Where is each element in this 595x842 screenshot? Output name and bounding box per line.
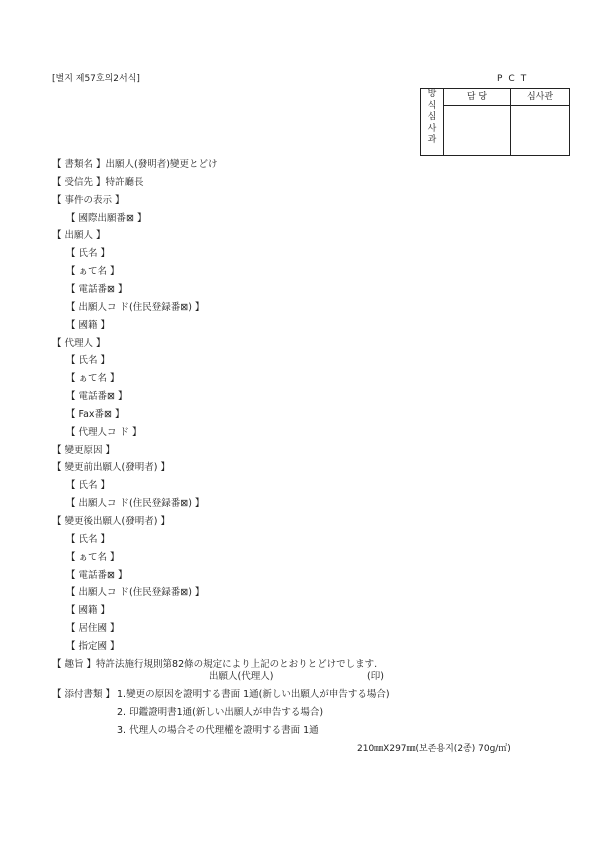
form-field: 【 代理人 】 xyxy=(52,338,106,349)
approval-col-examiner: 심사관 xyxy=(511,89,570,106)
approval-col-staff: 담 당 xyxy=(444,89,511,106)
form-subfield: 【 出願人コ ド(住民登録番⊠) 】 xyxy=(66,302,205,313)
approval-side-char: 사 xyxy=(427,123,437,134)
approval-side-char: 과 xyxy=(427,135,437,145)
form-subfield: 【 ぁて名 】 xyxy=(66,552,120,563)
pct-label: PCT xyxy=(497,74,533,84)
form-subfield: 【 居住國 】 xyxy=(66,623,120,634)
seal-mark: (印) xyxy=(367,671,384,682)
paper-spec-footer: 210㎜X297㎜(보존용지(2종) 70g/㎡) xyxy=(357,744,511,754)
approval-side-char: 방 xyxy=(427,89,437,99)
form-subfield: 【 出願人コ ド(住民登録番⊠) 】 xyxy=(66,498,205,509)
approval-examiner-cell xyxy=(511,106,570,156)
form-field: 【 出願人 】 xyxy=(52,230,106,241)
attachment-item-1: 1.變更の原因を證明する書面 1通(新しい出願人が申告する場合) xyxy=(117,689,390,700)
form-field: 【 受信先 】特許廳長 xyxy=(52,177,144,188)
form-field: 【 趣旨 】特許法施行規則第82條の規定により上記のとおりとどけでします. xyxy=(52,659,378,670)
form-field: 【 變更後出願人(發明者) 】 xyxy=(52,516,170,527)
approval-side-char: 심 xyxy=(427,112,437,122)
form-subfield: 【 Fax番⊠ 】 xyxy=(66,409,125,420)
attachments-label: 【 添付書類 】 xyxy=(52,689,116,700)
form-subfield: 【 ぁて名 】 xyxy=(66,266,120,277)
approval-staff-cell xyxy=(444,106,511,156)
form-subfield: 【 ぁて名 】 xyxy=(66,373,120,384)
form-subfield: 【 電話番⊠ 】 xyxy=(66,284,128,295)
form-subfield: 【 國籍 】 xyxy=(66,320,111,331)
form-field: 【 事件の表示 】 xyxy=(52,195,125,206)
approval-box xyxy=(420,88,570,156)
form-subfield: 【 氏名 】 xyxy=(66,534,111,545)
signature-label: 出願人(代理人) xyxy=(209,671,274,682)
form-field: 【 變更原因 】 xyxy=(52,445,116,456)
form-subfield: 【 氏名 】 xyxy=(66,480,111,491)
form-subfield: 【 出願人コ ド(住民登録番⊠) 】 xyxy=(66,587,205,598)
approval-side-char: 식 xyxy=(427,100,437,111)
form-subfield: 【 氏名 】 xyxy=(66,355,111,366)
form-subfield: 【 電話番⊠ 】 xyxy=(66,391,128,402)
form-subfield: 【 氏名 】 xyxy=(66,248,111,259)
form-subfield: 【 電話番⊠ 】 xyxy=(66,570,128,581)
attachment-item-3: 3. 代理人の場合その代理權を證明する書面 1通 xyxy=(117,725,319,736)
form-field: 【 變更前出願人(發明者) 】 xyxy=(52,462,170,473)
form-number-label: [별지 제57호의2서식] xyxy=(52,74,140,84)
form-field: 【 書類名 】出願人(發明者)變更とどけ xyxy=(52,159,218,170)
approval-side-label xyxy=(421,89,444,156)
form-subfield: 【 國籍 】 xyxy=(66,605,111,616)
form-subfield: 【 指定國 】 xyxy=(66,641,120,652)
form-subfield: 【 國際出願番⊠ 】 xyxy=(66,213,147,224)
attachment-item-2: 2. 印鑑證明書1通(新しい出願人が申告する場合) xyxy=(117,707,324,718)
form-subfield: 【 代理人コ ド 】 xyxy=(66,427,142,438)
